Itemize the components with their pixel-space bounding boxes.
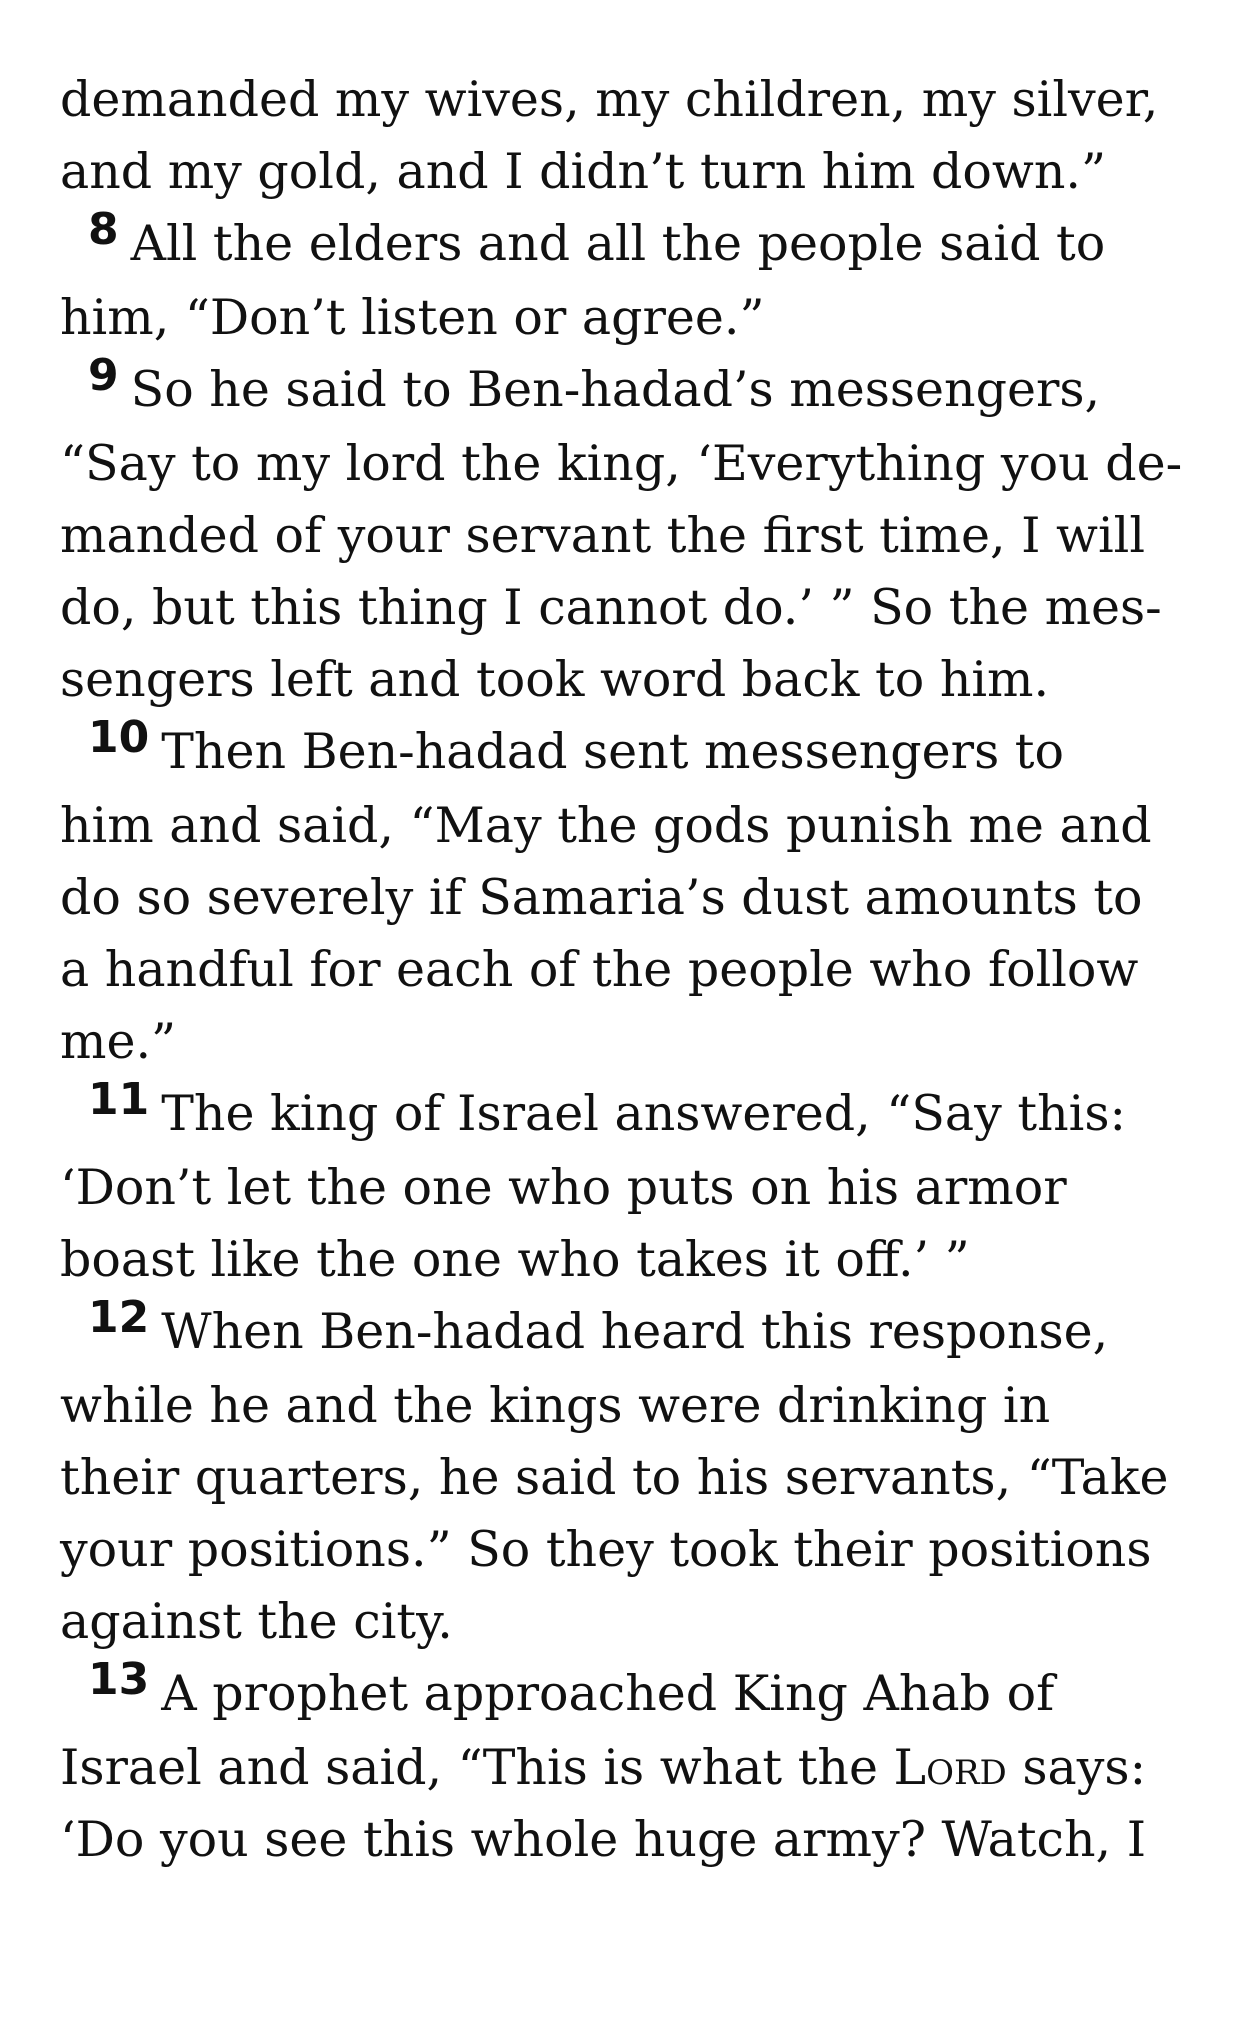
verse-12 [60,1292,1202,1658]
verse-8 [60,204,1202,354]
divine-name-lord: Lord [893,1739,1007,1796]
verse-number[interactable]: 8 [88,204,119,255]
verse-number[interactable]: 10 [88,712,150,763]
verse-11 [60,1074,1202,1296]
verse-number[interactable]: 12 [88,1292,150,1343]
verse-10 [60,712,1202,1078]
verse-13 [60,1654,1202,1876]
verse-text-part-2: says: ‘Do you see this whole huge army? Watch, I [60,1739,1147,1868]
verse-text: So he said to Ben-hadad’s messengers, “Say to my lord the king, ‘Everything you de- manded of your servant the first time, I will do, but this thing I cannot do.’ ” So the mes- sengers left and took word back to him. [60,361,1183,708]
verse-text: All the elders and all the people said to him, “Don’t listen or agree.” [60,215,1106,346]
verse-text: The king of Israel answered, “Say this: ‘Don’t let the one who puts on his armor boast like the one who takes it off.’ ” [60,1085,1126,1288]
continued-paragraph: demanded my wives, my children, my silver, and my gold, and I didn’t turn him down.” [60,71,1159,200]
verse-text-part-1: A prophet approached King Ahab of Israel and said, “This is what the [60,1665,1055,1796]
verse-text: When Ben-hadad heard this response, while he and the kings were drinking in their quarters, he said to his servants, “Take your positions.” So they took their positions against the city. [60,1303,1169,1650]
verse-number[interactable]: 13 [88,1654,150,1705]
verse-9 [60,350,1202,716]
verse-number[interactable]: 9 [88,350,119,401]
verse-number[interactable]: 11 [88,1074,150,1125]
verse-text: Then Ben-hadad sent messengers to him and said, “May the gods punish me and do so severely if Samaria’s dust amounts to a handful for each of the people who follow me.” [60,723,1152,1070]
